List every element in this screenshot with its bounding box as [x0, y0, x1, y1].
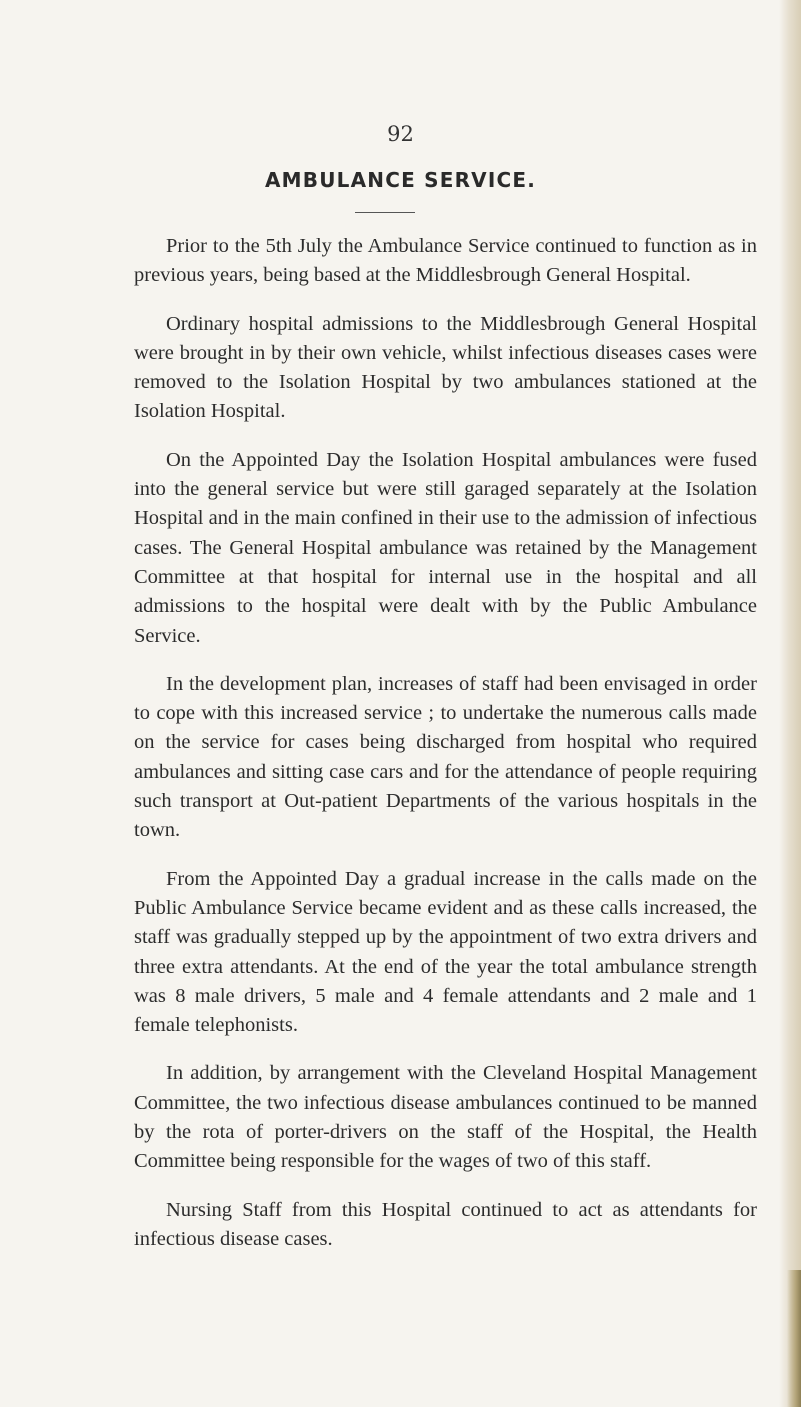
- paragraph-3: On the Appointed Day the Isolation Hospital ambulances were fused into the general service but were still garaged separately at the Isolation Hospital and in the main confined in their use to the admission of infectious cases. The General Hospital ambulance was retained by the Management Committee at that hospital for internal use in the hospital and all admissions to the hospital were dealt with by the Public Ambulance Service.: [134, 448, 757, 647]
- paragraph-2: Ordinary hospital admissions to the Middlesbrough General Hospital were brought in by their own vehicle, whilst infectious diseases cases were removed to the Isolation Hospital by two ambulances stationed at the Isolation Hospital.: [134, 312, 757, 423]
- paragraph-4: In the development plan, increases of staff had been envisaged in order to cope with this increased service ; to undertake the numerous calls made on the service for cases being discharged from hospital who required ambulances and sitting case cars and for the attendance of people requiring such transport at Out-patient Departments of the various hospitals in the town.: [134, 672, 757, 842]
- body-text: [134, 232, 757, 1273]
- page-edge-stain: [787, 1270, 801, 1407]
- paragraph-1: Prior to the 5th July the Ambulance Service continued to function as in previous years, being based at the Middlesbrough General Hospital.: [134, 235, 757, 287]
- page-number: 92: [387, 122, 414, 146]
- paragraph-7: Nursing Staff from this Hospital continued to act as attendants for infectious disease cases.: [134, 1198, 757, 1250]
- paragraph-6: In addition, by arrangement with the Cleveland Hospital Management Committee, the two infectious disease ambulances continued to be manned by the rota of porter-drivers on the staff of the Hospital, the Health Committee being responsible for the wages of two of this staff.: [134, 1062, 757, 1173]
- section-title: AMBULANCE SERVICE.: [264, 168, 537, 192]
- paragraph-5: From the Appointed Day a gradual increase in the calls made on the Public Ambulance Service became evident and as these calls increased, the staff was gradually stepped up by the appointment of two extra drivers and three extra attendants. At the end of the year the total ambulance strength was 8 male drivers, 5 male and 4 female attendants and 2 male and 1 female telephonists.: [134, 867, 757, 1037]
- page-edge-shadow: [779, 0, 801, 1407]
- title-divider: [355, 212, 415, 213]
